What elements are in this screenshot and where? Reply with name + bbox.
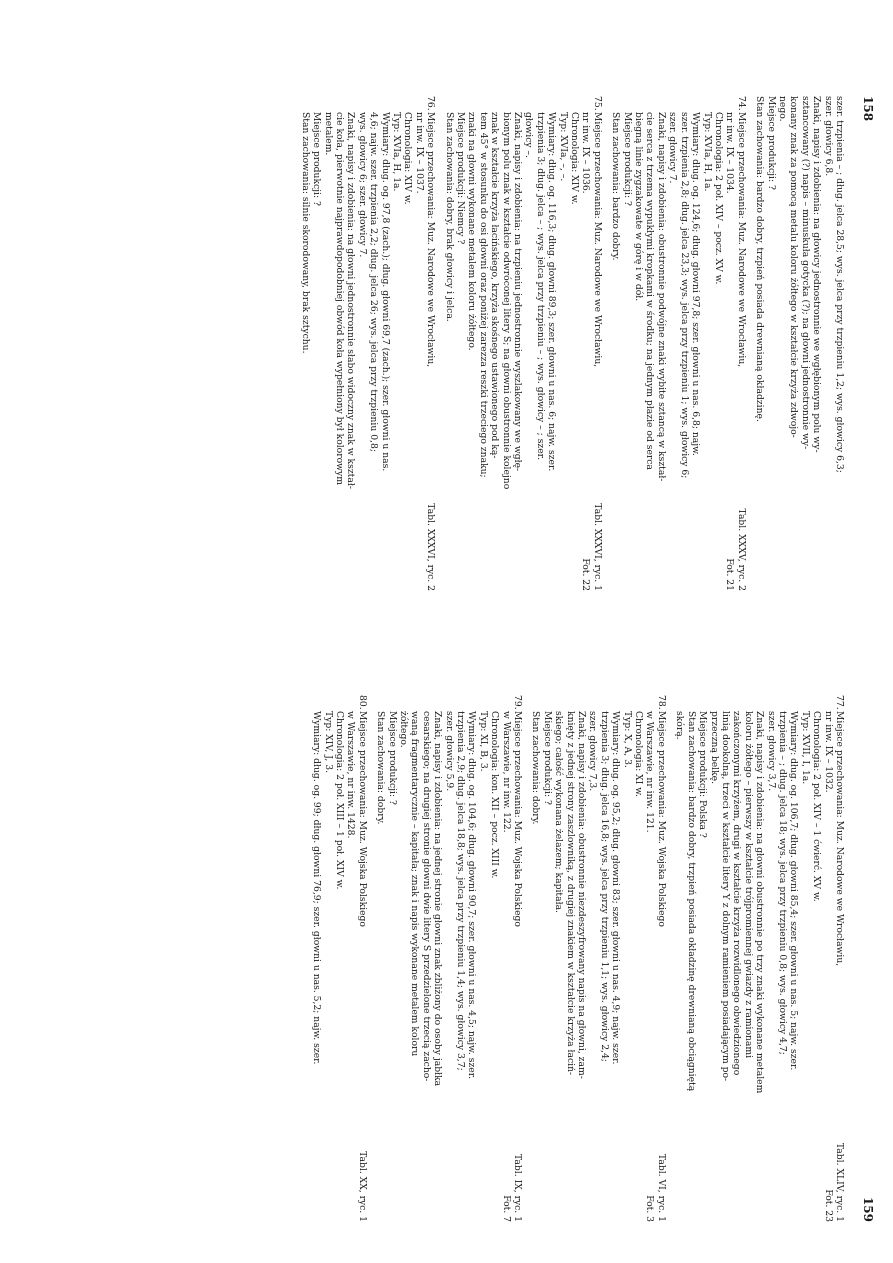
text-line bbox=[489, 96, 500, 591]
line-text: cie koła, pierwotnie najprawdopodobniej obwód koła wypełniony był kolorowym bbox=[333, 112, 345, 485]
text-line: Znaki, napisy i zdobienia: na głowicy jednostronnie we wgłębionym polu wy- bbox=[811, 96, 823, 453]
line-text: znak w kształcie krzyża łacińskiego, krzyża skośnego ustawionego pod ką- bbox=[489, 112, 501, 459]
line-text: Typ: XVIa, –, –. bbox=[557, 112, 569, 182]
text-line bbox=[587, 695, 598, 1222]
text-line bbox=[413, 96, 424, 591]
text-line bbox=[701, 96, 712, 591]
page-number-right: 159 bbox=[861, 1196, 875, 1222]
left-entries bbox=[299, 96, 746, 591]
text-line bbox=[386, 695, 397, 1222]
plate-reference bbox=[356, 1151, 367, 1222]
plate-reference bbox=[822, 1143, 845, 1222]
text-line bbox=[345, 695, 356, 1222]
line-text: w Warszawie, nr inw. 1428. bbox=[345, 711, 357, 839]
catalog-entry bbox=[674, 695, 845, 1222]
text-line bbox=[523, 96, 534, 591]
text-line: konany znak za pomocą metalu koloru żółtego w kształcie krzyża zdwojo- bbox=[788, 96, 800, 438]
entry-number: 77. bbox=[834, 695, 845, 710]
text-line bbox=[420, 695, 431, 1222]
plate-reference bbox=[425, 503, 436, 591]
line-text: Wymiary: dług. og. 124,6; dług. głowni 97,8; szer. głowni u nas. 6,8; najw. bbox=[690, 112, 702, 456]
text-line: nego. bbox=[776, 96, 788, 122]
text-line bbox=[621, 96, 632, 591]
text-line bbox=[311, 695, 322, 1222]
line-text: Chronologia: XIV w. bbox=[569, 112, 581, 205]
line-text: Miejsce przechowania: Muz. Wojska Polskiego bbox=[356, 711, 368, 927]
line-text: Stan zachowania: bardzo dobry. bbox=[610, 112, 622, 261]
text-line bbox=[512, 96, 523, 591]
line-text: Chronologia: XIV w. bbox=[402, 112, 414, 205]
plate-label: Tabl. VI, ryc. 1 bbox=[655, 1153, 667, 1222]
right-page bbox=[0, 631, 893, 1262]
line-text: żółtego. bbox=[397, 711, 409, 748]
text-line bbox=[466, 96, 477, 591]
line-text: Znaki, napisy i zdobienia: na głowni jednostronnie słabo widoczny znak w kształ- bbox=[345, 112, 357, 489]
text-line bbox=[334, 695, 345, 1222]
plate-label: Tabl. XXXVI, ryc. 1 bbox=[591, 503, 603, 591]
text-line bbox=[690, 96, 701, 591]
line-text: koloru żółtego – pierwszy w kształcie trójpromiennej gwiazdy z ramionami bbox=[742, 711, 754, 1059]
text-line bbox=[678, 96, 689, 591]
line-text: Chronologia: 2 poł. XIV – 1 ćwierć. XV w. bbox=[811, 711, 823, 902]
text-line bbox=[777, 695, 788, 1222]
text-line bbox=[345, 96, 356, 591]
line-text: szer. trzpienia 2,8; dług. jelca 23,3; wys. jelca przy trzpieniu 1; wys. głowicy 6; bbox=[678, 112, 690, 479]
line-text: Miejsce produkcji: ? bbox=[386, 711, 398, 805]
text-line bbox=[500, 96, 511, 591]
line-text: Wymiary: dług. og. 97,8 (zach.); dług. głowni 69,7 (zach.); szer. głowni u nas. bbox=[379, 112, 391, 472]
entry-number: 78. bbox=[655, 695, 667, 710]
catalog-entry bbox=[443, 96, 603, 591]
plate-reference bbox=[500, 1154, 523, 1222]
text-line bbox=[466, 695, 477, 1222]
text-line bbox=[697, 695, 708, 1222]
catalog-entry bbox=[610, 96, 747, 591]
catalog-entry bbox=[530, 695, 667, 1222]
line-text: Typ: XI, B, 3. bbox=[477, 711, 489, 772]
line-text: knięty z jednej strony zaszlowniką, z drugiej znakiem w kształcie krzyża łaciń- bbox=[564, 711, 576, 1076]
line-text: szer. głowicy 3,7. bbox=[765, 711, 777, 792]
line-text: Znaki, napisy i zdobienia: na trzpieniu jednostronnie wyszlakowany we wgłę- bbox=[512, 112, 524, 472]
page-number-left: 158 bbox=[861, 96, 875, 122]
entry-number: 80. bbox=[356, 695, 368, 710]
text-line: Stan zachowania: bardzo dobry, trzpień posiada drewnianą okładzinę. bbox=[754, 96, 766, 422]
text-line bbox=[477, 96, 488, 591]
line-text: szer. głowicy 7,3. bbox=[587, 711, 599, 792]
line-text: Miejsce przechowania: Muz. Wojska Polskiego bbox=[655, 711, 667, 927]
text-line bbox=[541, 695, 552, 1222]
text-line bbox=[425, 96, 436, 591]
text-line bbox=[322, 695, 333, 1222]
line-text: w Warszawie, nr inw. 121. bbox=[644, 711, 656, 833]
text-line bbox=[368, 96, 379, 591]
line-text: skiego; całość wykonana żelazem; kapitała. bbox=[553, 711, 565, 913]
line-text: Stan zachowania: dobry. bbox=[375, 711, 387, 825]
line-text: Wymiary: dług. og. 116,3; dług. głowni 89,3; szer. głowni u nas. 6; najw. szer. bbox=[546, 112, 558, 472]
photo-reference: Fot. 7 bbox=[500, 1195, 512, 1222]
plate-label: Tabl. XX, ryc. 1 bbox=[356, 1151, 368, 1222]
line-text: Miejsce przechowania: Muz. Narodowe we Wrocławiu, bbox=[834, 711, 845, 967]
line-text: Znaki, napisy i zdobienia: na głowni obustronnie po trzy znaki wykonane metalem bbox=[754, 711, 766, 1094]
text-line bbox=[409, 695, 420, 1222]
text-line bbox=[633, 96, 644, 591]
text-line bbox=[553, 695, 564, 1222]
entry-number: 74. bbox=[735, 96, 747, 111]
text-line bbox=[489, 695, 500, 1222]
line-text: biegną linie zygzakowate w górę i w dół. bbox=[633, 112, 645, 302]
line-text: Typ: XVII, I, 1a. bbox=[799, 711, 811, 785]
text-line bbox=[443, 96, 454, 591]
text-line bbox=[455, 96, 466, 591]
photo-reference: Fot. 23 bbox=[822, 1189, 834, 1222]
text-line bbox=[443, 695, 454, 1222]
text-line bbox=[530, 695, 541, 1222]
text-line: szer. głowicy 6,8. bbox=[822, 96, 834, 177]
line-text: trzpienia 3; dług. jelca – ; wys. jelca przy trzpieniu – ; wys. głowicy – ; szer. bbox=[534, 112, 546, 460]
text-line bbox=[754, 695, 765, 1222]
line-text: nr inw. IX – 1037. bbox=[413, 112, 425, 194]
text-line: szer. trzpienia – ; dług. jelca 28,5; wys. jelca przy trzpieniu 1,2; wys. głowicy 6,3; bbox=[834, 96, 845, 473]
line-text: w Warszawie, nr inw. 122. bbox=[500, 711, 512, 833]
text-line bbox=[788, 695, 799, 1222]
line-text: Chronologia: 2 poł. XIII – 1 poł. XIV w. bbox=[333, 711, 345, 890]
line-text: metalem. bbox=[322, 112, 334, 156]
line-text: nr inw. IX – 1034. bbox=[724, 112, 736, 194]
text-line bbox=[610, 96, 621, 591]
line-text: znaki na głowni wykonane metalem koloru żółtego. bbox=[466, 112, 478, 351]
photo-reference: Fot. 22 bbox=[580, 558, 592, 591]
plate-reference bbox=[644, 1154, 667, 1222]
line-text: cie serca z trzema wypukłymi kropkami w środku; na jednym płazie od serca bbox=[644, 112, 656, 470]
line-text: Miejsce produkcji: Niemcy ? bbox=[455, 112, 466, 245]
plate-reference bbox=[580, 503, 603, 591]
text-line bbox=[633, 695, 644, 1222]
text-line bbox=[402, 96, 413, 591]
photo-reference: Fot. 21 bbox=[724, 558, 736, 591]
line-text: tem 45° w stosunku do osi głowni oraz poniżej zarezza reszki trzeciego znaku; bbox=[477, 112, 489, 478]
line-text: Znaki, napisy i zdobienia: na jednej stronie głowni znak zbliżony do osoby jabłka bbox=[432, 711, 444, 1087]
line-text: Miejsce produkcji: ? bbox=[541, 711, 553, 805]
line-text: Chronologia: 2 poł. XIV – pocz. XV w. bbox=[712, 112, 724, 285]
line-text: szer. głowicy 7. bbox=[667, 112, 679, 184]
continuation-block bbox=[754, 96, 845, 591]
photo-reference: Fot. 3 bbox=[644, 1195, 656, 1222]
line-text: Miejsce przechowania: Muz. Narodowe we Wrocławiu, bbox=[591, 112, 603, 368]
line-text: 4,6; najw. szer. trzpienia 2,2; dług. jelca 26; wys. jelca przy trzpieniu 0,8; bbox=[368, 112, 380, 452]
text-line bbox=[477, 695, 488, 1222]
line-text: Typ: X, A, 3. bbox=[621, 711, 633, 768]
text-line bbox=[311, 96, 322, 591]
plate-reference bbox=[724, 509, 747, 591]
line-text: Typ: XVIa, H, 1a. bbox=[701, 112, 713, 192]
text-line bbox=[322, 96, 333, 591]
line-text: cesarskiego; na drugiej stronie głowni dwie litery S przedzielone trzecią zacho- bbox=[420, 711, 432, 1082]
line-text: Chronologia: kon. XII – pocz. XIII w. bbox=[489, 711, 501, 879]
right-entries bbox=[311, 695, 845, 1222]
text-line bbox=[811, 695, 822, 1222]
line-text: Wymiary: dług. og. 95,2; dług. głowni 83; szer. głowni u nas. 4,9; najw. szer. bbox=[610, 711, 622, 1065]
line-text: wys. głowicy 6; szer. głowicy 7. bbox=[356, 112, 368, 258]
text-line bbox=[656, 96, 667, 591]
line-text: nr inw. IX – 1036. bbox=[580, 112, 592, 194]
text-line bbox=[299, 96, 310, 591]
text-line bbox=[356, 96, 367, 591]
line-text: Miejsce przechowania: Muz. Wojska Polskiego bbox=[512, 711, 524, 927]
text-line bbox=[644, 695, 655, 1222]
text-line bbox=[379, 96, 390, 591]
line-text: nr inw. IX – 1032. bbox=[822, 711, 834, 793]
text-line bbox=[720, 695, 731, 1222]
entry-number: 76. bbox=[425, 96, 437, 111]
text-line bbox=[546, 96, 557, 591]
line-text: szer. głowicy 5,9. bbox=[443, 711, 455, 792]
text-line bbox=[799, 695, 810, 1222]
text-line bbox=[742, 695, 753, 1222]
text-line bbox=[564, 695, 575, 1222]
text-line bbox=[667, 96, 678, 591]
line-text: trzpienia – ; dług. jelca 18; wys. jelca przy trzpieniu 0,8; wys. głowicy 4,7; bbox=[776, 711, 788, 1055]
text-line bbox=[685, 695, 696, 1222]
text-line bbox=[576, 695, 587, 1222]
text-line bbox=[500, 695, 511, 1222]
text-line bbox=[557, 96, 568, 591]
line-text: Typ: XIV, J, 3. bbox=[322, 711, 334, 774]
line-text: Miejsce przechowania: Muz. Narodowe we Wrocławiu, bbox=[735, 112, 747, 368]
text-line bbox=[455, 695, 466, 1222]
line-text: Wymiary: dług. og. 99; dług. głowni 76,9; szer. głowni u nas. 5,2; najw. szer. bbox=[311, 711, 323, 1065]
text-line: sztancowany (?) napis – minuskuła gotycka (?); na głowni jednostronnie wy- bbox=[799, 96, 811, 450]
text-line bbox=[432, 695, 443, 1222]
text-line bbox=[610, 695, 621, 1222]
line-text: Miejsce produkcji: ? bbox=[621, 112, 633, 206]
left-page bbox=[0, 0, 893, 631]
line-text: Stan zachowania: dobry, brak głowicy i jelca. bbox=[443, 112, 455, 322]
plate-label: Tabl. XXXV, ryc. 2 bbox=[735, 508, 747, 591]
line-text: Typ: XVIa, H, 1a. bbox=[390, 112, 402, 192]
line-text: Znaki, napisy i zdobienia: obustronnie niezdeszyfrowany napis na głowni, zam- bbox=[576, 711, 588, 1079]
text-line bbox=[644, 96, 655, 591]
line-text: Stan zachowania: bardzo dobry, trzpień posiada okładzinę drewnianą obciągniętą bbox=[685, 711, 697, 1092]
line-text: przeczną belkę. bbox=[708, 711, 720, 785]
line-text: głowicy –. bbox=[523, 112, 535, 158]
line-text: Stan zachowania: dobry. bbox=[530, 711, 542, 825]
text-line bbox=[398, 695, 409, 1222]
text-line bbox=[731, 695, 742, 1222]
text-line bbox=[708, 695, 719, 1222]
line-text: skórą. bbox=[674, 711, 686, 740]
line-text: Stan zachowania: silnie skorodowany, brak sztychu. bbox=[299, 112, 311, 354]
line-text: trzpienia 3; dług. jelca 16,8; wys. jelca przy trzpieniu 1,1; wys. głowicy 2,4; bbox=[598, 711, 610, 1062]
line-text: Miejsce przechowania: Muz. Narodowe we Wrocławiu, bbox=[425, 112, 437, 368]
line-text: linią dookolną, trzeci w kształcie litery Y z dolnym ramieniem posiadającym po- bbox=[719, 711, 731, 1082]
entry-number: 75. bbox=[591, 96, 603, 111]
plate-label: Tabl. XXXVI, ryc. 2 bbox=[425, 503, 437, 591]
text-line bbox=[375, 695, 386, 1222]
plate-label: Tabl. IX, ryc. 1 bbox=[512, 1154, 524, 1222]
line-text: trzpienia 2,9; dług. jelca 18,8; wys. jelca przy trzpieniu 1,4; wys. głowicy 3,7; bbox=[455, 711, 466, 1071]
line-text: bionym polu znak w kształcie odwróconej litery S; na głowni obustronnie kolejno bbox=[500, 112, 512, 490]
text-line bbox=[569, 96, 580, 591]
text-line bbox=[356, 695, 367, 1222]
line-text: Wymiary: dług. og. 104,6; dług. głowni 90,7; szer. głowni u nas. 4,5; najw. szer. bbox=[466, 711, 478, 1080]
text-line bbox=[621, 695, 632, 1222]
line-text: Znaki, napisy i zdobienia: obustronnie podwójne znaki wybite sztancą w kształ- bbox=[655, 112, 667, 482]
text-line bbox=[765, 695, 776, 1222]
line-text: zakończonymi krzyżem, drugi w kształcie krzyża rozwidlonego obwiedzionego bbox=[731, 711, 743, 1076]
catalog-entry bbox=[299, 96, 436, 591]
text-line bbox=[674, 695, 685, 1222]
line-text: Wymiary: dług. og. 106,7; dług. głowni 85,4; szer. głowni u nas. 5; najw. szer. bbox=[788, 711, 800, 1071]
text-line bbox=[391, 96, 402, 591]
catalog-entry bbox=[375, 695, 523, 1222]
text-line bbox=[598, 695, 609, 1222]
line-text: Miejsce produkcji: Polska ? bbox=[697, 711, 709, 838]
text-line: Miejsce produkcji: ? bbox=[765, 96, 777, 190]
line-text: Miejsce produkcji: ? bbox=[311, 112, 323, 206]
text-line bbox=[334, 96, 345, 591]
catalog-entry bbox=[311, 695, 368, 1222]
line-text: waną fragmentarycznie – kapitała; znak i napis wykonane metalem koloru bbox=[409, 711, 421, 1057]
text-line bbox=[713, 96, 724, 591]
text-line bbox=[534, 96, 545, 591]
plate-label: Tabl. XLIV, ryc. 1 bbox=[834, 1142, 845, 1222]
entry-number: 79. bbox=[512, 695, 524, 710]
line-text: Chronologia: XI w. bbox=[633, 711, 645, 797]
